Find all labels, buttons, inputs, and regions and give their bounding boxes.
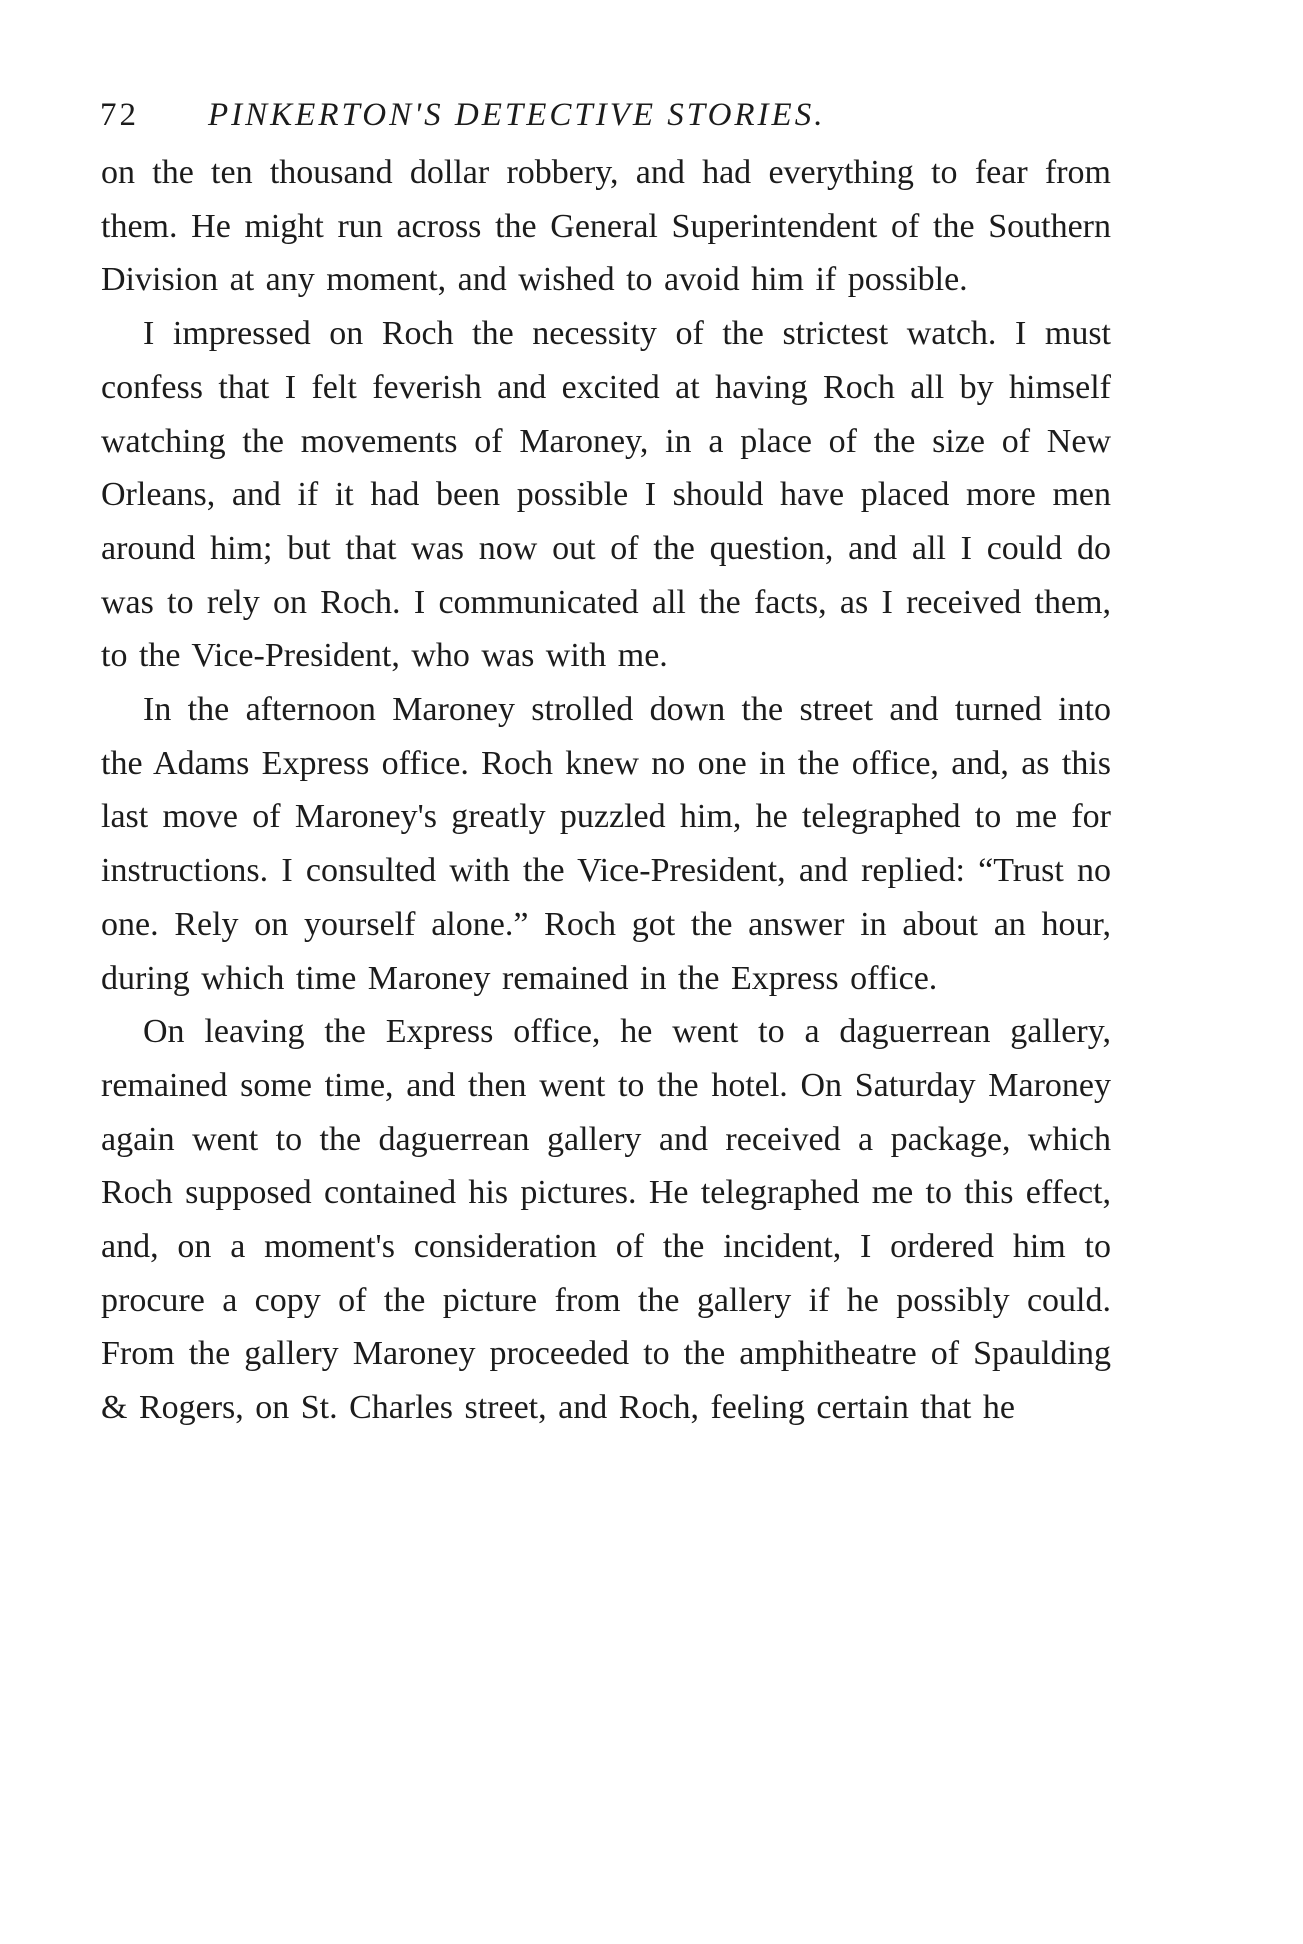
paragraph: On leaving the Express office, he went to a daguerrean gallery, remained some time, and then went to the hotel. On Saturday Maroney again went to the daguerrean gallery and received a package, which Roch supposed contained his pictures. He telegraphed me to this effect, and, on a moment's consideration of the incident, I ordered him to procure a copy of the picture from the gallery if he possibly could. From the gallery Maroney proceeded to the amphitheatre of Spaulding & Rogers, on St. Charles street, and Roch, feeling certain that he [101, 1013, 1111, 1427]
page-header [100, 97, 1110, 143]
body-text [101, 146, 1111, 1435]
page-number: 72 [100, 97, 139, 133]
paragraph: on the ten thousand dollar robbery, and had everything to fear from them. He might run across the General Superintendent of the Southern Division at any moment, and wished to avoid him if possible. [101, 154, 1111, 299]
paragraph: In the afternoon Maroney strolled down the street and turned into the Adams Express office. Roch knew no one in the office, and, as this last move of Maroney's greatly puzzled him, he telegraphed to me for instructions. I consulted with the Vice-President, and replied: “Trust no one. Rely on yourself alone.” Roch got the answer in about an hour, during which time Maroney remained in the Express office. [101, 691, 1111, 997]
running-title: PINKERTON'S DETECTIVE STORIES. [208, 97, 826, 133]
paragraph: I impressed on Roch the necessity of the strictest watch. I must confess that I felt feverish and excited at having Roch all by himself watching the movements of Maroney, in a place of the size of New Orleans, and if it had been possible I should have placed more men around him; but that was now out of the question, and all I could do was to rely on Roch. I communicated all the facts, as I received them, to the Vice-President, who was with me. [101, 315, 1111, 675]
